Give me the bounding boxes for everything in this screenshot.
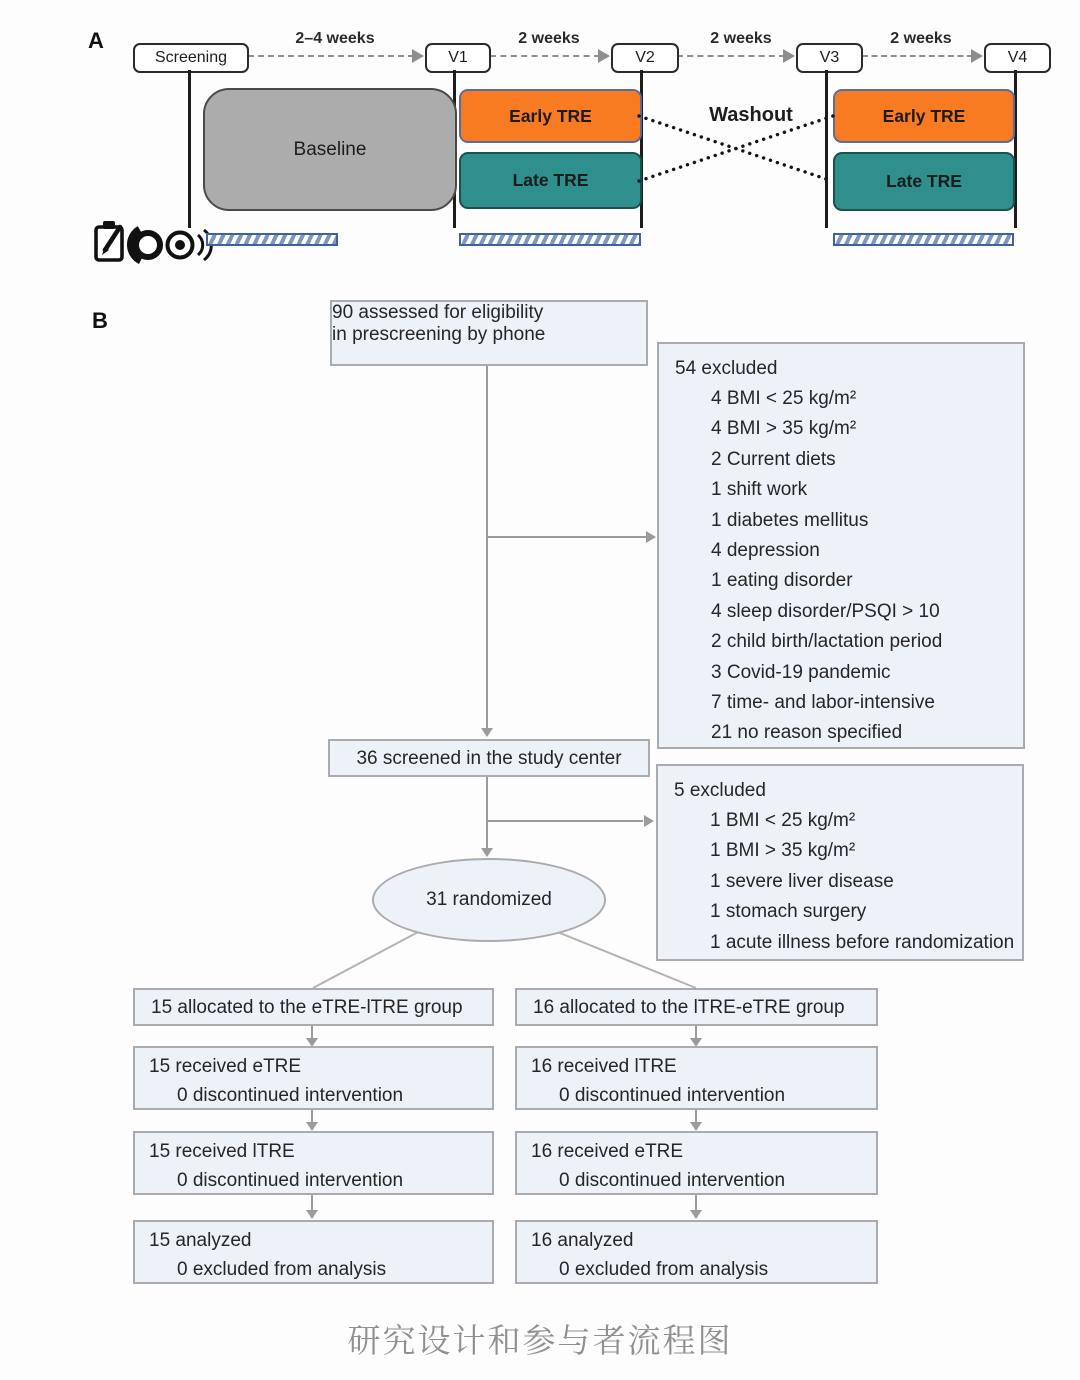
washout-label: Washout (709, 104, 793, 126)
analyzed-line2: 0 excluded from analysis (559, 1259, 769, 1280)
early-tre-box-period2: Early TRE (833, 89, 1015, 143)
exclusion-reason: 4 BMI < 25 kg/m² (711, 388, 857, 409)
timeline-node-v2: V2 (611, 43, 679, 73)
early-tre-box-period1: Early TRE (459, 89, 642, 143)
arrowhead-right-icon (646, 531, 656, 543)
left-analyzed-box (133, 1220, 494, 1284)
timeline-node-screening: Screening (133, 43, 249, 73)
exclusion-reason: 1 BMI < 25 kg/m² (710, 810, 856, 831)
right-analyzed-box (515, 1220, 878, 1284)
panel-a-label: A (88, 28, 104, 53)
measurement-icons (92, 218, 214, 266)
left-received2-box (133, 1131, 494, 1195)
flow-branch-excluded5 (487, 820, 643, 822)
arrowhead-down-icon (481, 848, 493, 857)
flow-branch-excluded54 (487, 536, 647, 538)
panel-b-label: B (92, 308, 108, 333)
timeline-arrow-3 (677, 55, 785, 57)
connector (695, 1195, 697, 1211)
assessed-box (330, 300, 648, 366)
timeline-node-v1: V1 (425, 43, 491, 73)
left-received1-box (133, 1046, 494, 1110)
exclusion-reason: 2 Current diets (711, 448, 836, 470)
exclusion-reason: 1 stomach surgery (710, 901, 867, 923)
arrowhead-right-icon (783, 49, 795, 63)
arrowhead-down-icon (306, 1122, 318, 1131)
sensor-signal-icon (168, 230, 212, 260)
arrowhead-down-icon (690, 1122, 702, 1131)
late-tre-box-period1: Late TRE (459, 152, 642, 209)
excluded-prescreening-box (657, 342, 1025, 749)
connector (311, 1195, 313, 1211)
exclusion-reason: 1 eating disorder (711, 570, 853, 592)
received-line1: 15 received eTRE (149, 1056, 302, 1077)
received-line1: 16 received lTRE (531, 1056, 677, 1077)
left-allocated-box: 15 allocated to the eTRE-lTRE group (133, 988, 494, 1026)
timeline-arrow-2 (490, 55, 600, 57)
right-allocated-box: 16 allocated to the lTRE-eTRE group (515, 988, 878, 1026)
assessed-line2: in prescreening by phone (332, 324, 546, 345)
timeline-arrow-1 (248, 55, 414, 57)
late-tre-box-period2: Late TRE (833, 152, 1015, 211)
excluded-prescreening-title: 54 excluded (675, 358, 778, 379)
arrowhead-down-icon (690, 1210, 702, 1219)
questionnaire-clipboard-icon (96, 221, 122, 260)
received-line1: 15 received lTRE (149, 1141, 295, 1162)
assessed-line1: 90 assessed for eligibility (332, 302, 544, 323)
exclusion-reason: 2 child birth/lactation period (711, 631, 943, 653)
baseline-box: Baseline (203, 88, 457, 211)
figure-caption: 研究设计和参与者流程图 (347, 1322, 733, 1359)
interval-label-1: 2–4 weeks (295, 30, 375, 47)
visit-line-screening (188, 70, 191, 228)
received-line2: 0 discontinued intervention (177, 1170, 404, 1191)
received-line2: 0 discontinued intervention (177, 1085, 404, 1106)
arrowhead-right-icon (412, 49, 424, 63)
exclusion-reason: 1 shift work (711, 479, 808, 501)
flow-line-assessed-to-screened (486, 366, 488, 730)
exclusion-reason: 4 sleep disorder/PSQI > 10 (711, 600, 940, 622)
exclusion-reason: 4 BMI > 35 kg/m² (711, 418, 857, 440)
exclusion-reason: 21 no reason specified (711, 722, 903, 744)
interval-label-3: 2 weeks (710, 30, 772, 47)
monitoring-bar-period2 (833, 233, 1014, 246)
timeline-arrow-4 (862, 55, 973, 57)
exclusion-reason: 1 severe liver disease (710, 870, 894, 892)
monitoring-bar-baseline (206, 233, 338, 246)
analyzed-line1: 15 analyzed (149, 1230, 252, 1251)
monitoring-bar-period1 (459, 233, 641, 246)
interval-label-4: 2 weeks (890, 30, 952, 47)
arrowhead-down-icon (481, 728, 493, 737)
exclusion-reason: 1 diabetes mellitus (711, 509, 869, 531)
analyzed-line2: 0 excluded from analysis (177, 1259, 387, 1280)
analyzed-line1: 16 analyzed (531, 1230, 634, 1251)
arrowhead-right-icon (971, 49, 983, 63)
screened-box: 36 screened in the study center (328, 739, 650, 777)
received-line1: 16 received eTRE (531, 1141, 684, 1162)
exclusion-reason: 4 depression (711, 540, 820, 562)
excluded-screening-box (656, 764, 1024, 961)
arrowhead-right-icon (644, 815, 654, 827)
arrowhead-down-icon (306, 1210, 318, 1219)
exclusion-reason: 7 time- and labor-intensive (711, 692, 935, 714)
timeline-node-v3: V3 (796, 43, 863, 73)
flow-line-screened-to-randomized (486, 777, 488, 849)
right-received2-box (515, 1131, 878, 1195)
exclusion-reason: 3 Covid-19 pandemic (711, 661, 891, 683)
right-received1-box (515, 1046, 878, 1110)
randomized-ellipse: 31 randomized (372, 858, 606, 942)
excluded-screening-title: 5 excluded (674, 780, 766, 801)
smartwatch-icon (131, 230, 160, 260)
interval-label-2: 2 weeks (518, 30, 580, 47)
timeline-node-v4: V4 (984, 43, 1051, 73)
exclusion-reason: 1 acute illness before randomization (710, 931, 1015, 953)
exclusion-reason: 1 BMI > 35 kg/m² (710, 840, 856, 862)
arrowhead-right-icon (598, 49, 610, 63)
received-line2: 0 discontinued intervention (559, 1085, 786, 1106)
received-line2: 0 discontinued intervention (559, 1170, 786, 1191)
